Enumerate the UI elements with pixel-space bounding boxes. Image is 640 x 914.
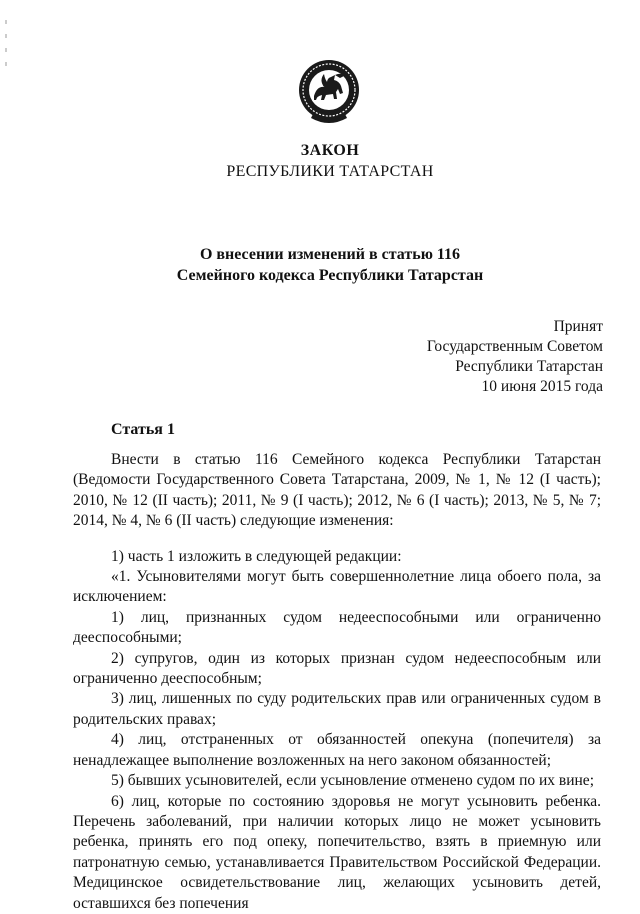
- amendment-item: 4) лиц, отстраненных от обязанностей опекуна (попечителя) за ненадлежащее выполнение возложенных на него законом обязанностей;: [73, 731, 601, 769]
- adoption-line: Государственным Советом: [426, 338, 603, 355]
- amendment-item: 1) лиц, признанных судом недееспособными или ограниченно дееспособными;: [73, 608, 601, 647]
- adoption-date: 10 июня 2015 года: [481, 378, 603, 395]
- adoption-line: Принят: [553, 318, 603, 335]
- amendment-item: 1) часть 1 изложить в следующей редакции:: [111, 547, 402, 565]
- adoption-block: [427, 317, 603, 397]
- amendment-item: «1. Усыновителями могут быть совершеннолетние лица обоего пола, за исключением:: [73, 568, 601, 606]
- article-body: [73, 450, 601, 914]
- article-intro: Внести в статью 116 Семейного кодекса Республики Татарстан (Ведомости Государственного Совета Татарстана, 2009, № 1, № 12 (I часть); 2010, № 12 (II часть); 2011, № 9 (I часть); 2012, № 6 (I часть); 2013, № 5, № 7; 2014, № 4, № 6 (II часть) следующие изменения:: [73, 451, 601, 530]
- amendment-item: 6) лиц, которые по состоянию здоровья не могут усыновить ребенка. Перечень заболеваний, при наличии которых лицо не может усыновить ребенка, принять его под опеку, попечительство, взять в приемную или патронатную семью, устанавливается Правительством Российской Федерации. Медицинское освидетельствование лиц, желающих усыновить детей, оставшихся без попечения: [73, 792, 601, 912]
- law-subtitle: РЕСПУБЛИКИ ТАТАРСТАН: [226, 163, 434, 180]
- law-title: ЗАКОН: [300, 142, 360, 159]
- document-heading: [0, 244, 640, 286]
- heading-line: О внесении изменений в статью 116: [199, 246, 461, 263]
- amendment-item: 3) лиц, лишенных по суду родительских прав или ограниченных судом в родительских правах;: [73, 690, 601, 728]
- heading-line: Семейного кодекса Республики Татарстан: [176, 267, 484, 284]
- amendment-item: 5) бывших усыновителей, если усыновление отменено судом по их вине;: [111, 772, 594, 790]
- article-title: Статья 1: [111, 421, 175, 438]
- amendment-item: 2) супругов, один из которых признан судом недееспособным или ограниченно дееспособным;: [73, 649, 601, 688]
- adoption-line: Республики Татарстан: [455, 358, 603, 375]
- coat-of-arms-of-tatarstan-icon: [297, 56, 361, 132]
- margin-marks: [4, 20, 8, 80]
